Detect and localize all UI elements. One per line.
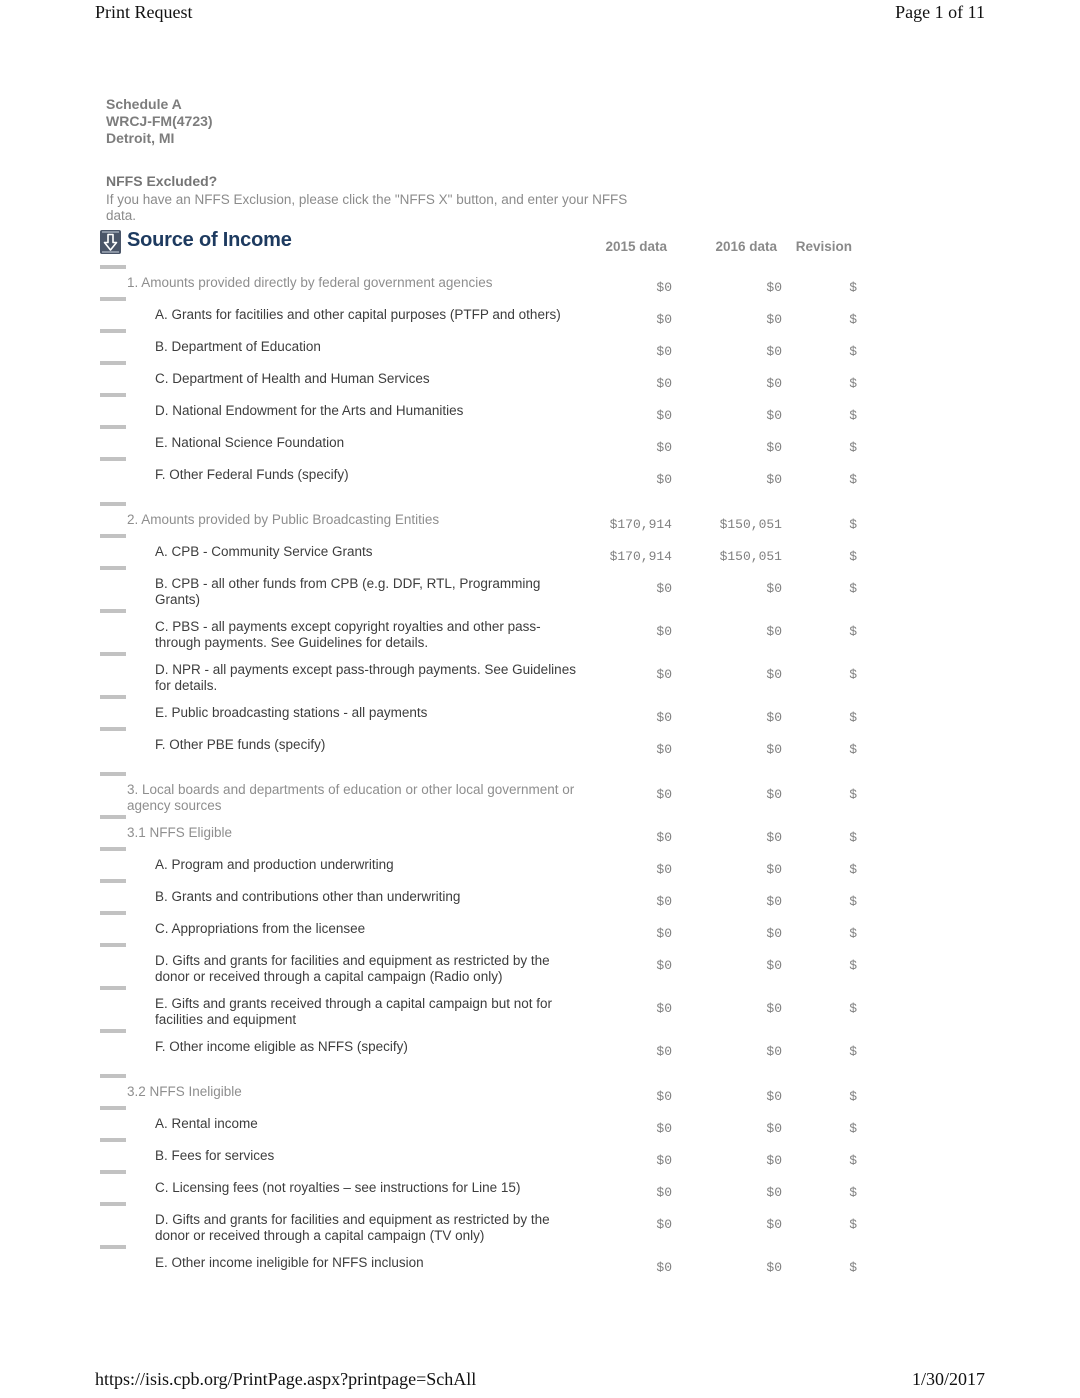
- row-value-2016: $0: [766, 894, 782, 909]
- row-value-2015: $0: [656, 344, 672, 359]
- row-value-revision: $: [849, 742, 857, 757]
- row-value-2016: $0: [766, 787, 782, 802]
- row-value-2016: $0: [766, 1001, 782, 1016]
- row-marker-dash: [100, 986, 126, 990]
- row-label: E. Public broadcasting stations - all payments: [155, 705, 428, 720]
- income-row: [100, 943, 857, 985]
- row-marker-dash: [100, 911, 126, 915]
- income-row: [100, 609, 857, 651]
- income-row: [100, 1138, 857, 1169]
- row-label: A. Program and production underwriting: [155, 857, 394, 872]
- download-arrow-icon: [100, 230, 121, 256]
- row-marker-dash: [100, 879, 126, 883]
- income-row: [100, 772, 857, 814]
- row-label: F. Other Federal Funds (specify): [155, 467, 349, 482]
- row-value-2016: $0: [766, 710, 782, 725]
- row-marker-dash: [100, 1029, 126, 1033]
- row-marker-dash: [100, 1106, 126, 1110]
- row-label: C. PBS - all payments except copyright royalties and other pass-through payments. See Guidelines for details.: [155, 619, 541, 650]
- row-value-2016: $0: [766, 624, 782, 639]
- row-marker-dash: [100, 652, 126, 656]
- row-label: B. Department of Education: [155, 339, 321, 354]
- row-value-2015: $0: [656, 1044, 672, 1059]
- row-value-2016: $0: [766, 1217, 782, 1232]
- row-value-2016: $0: [766, 376, 782, 391]
- income-row: [100, 879, 857, 910]
- column-header-revision: Revision: [795, 239, 852, 254]
- income-row: [100, 502, 857, 533]
- row-value-revision: $: [849, 280, 857, 295]
- row-label: C. Appropriations from the licensee: [155, 921, 366, 936]
- row-value-revision: $: [849, 344, 857, 359]
- row-value-2016: $0: [766, 1260, 782, 1275]
- row-marker-dash: [100, 502, 126, 506]
- column-header-2015: 2015 data: [605, 239, 667, 254]
- station-block: [106, 96, 213, 147]
- row-value-revision: $: [849, 408, 857, 423]
- row-value-2015: $0: [656, 581, 672, 596]
- row-value-2015: $170,914: [609, 549, 672, 564]
- row-value-2015: $0: [656, 742, 672, 757]
- row-value-2015: $0: [656, 312, 672, 327]
- row-marker-dash: [100, 1170, 126, 1174]
- row-value-2015: $0: [656, 1185, 672, 1200]
- row-value-2016: $0: [766, 926, 782, 941]
- row-label: D. Gifts and grants for facilities and equipment as restricted by the donor or received through a capital campaign (Radio only): [155, 953, 550, 984]
- page-number: Page 1 of 11: [895, 2, 985, 22]
- row-value-2015: $0: [656, 376, 672, 391]
- row-value-2015: $0: [656, 1001, 672, 1016]
- row-marker-dash: [100, 727, 126, 731]
- station-location: Detroit, MI: [106, 130, 175, 146]
- schedule-name: Schedule A: [106, 96, 182, 112]
- row-value-revision: $: [849, 862, 857, 877]
- row-value-revision: $: [849, 1044, 857, 1059]
- income-row: [100, 566, 857, 608]
- row-label: C. Licensing fees (not royalties – see instructions for Line 15): [155, 1180, 521, 1195]
- row-value-revision: $: [849, 1089, 857, 1104]
- row-value-2015: $0: [656, 624, 672, 639]
- row-marker-dash: [100, 534, 126, 538]
- column-header-2016: 2016 data: [715, 239, 777, 254]
- print-footer: [95, 1369, 985, 1390]
- row-value-revision: $: [849, 958, 857, 973]
- row-value-2015: $0: [656, 472, 672, 487]
- row-value-2016: $0: [766, 830, 782, 845]
- row-value-revision: $: [849, 1153, 857, 1168]
- row-marker-dash: [100, 457, 126, 461]
- income-row: [100, 1106, 857, 1137]
- row-label: A. Rental income: [155, 1116, 258, 1131]
- row-label: D. Gifts and grants for facilities and equipment as restricted by the donor or received through a capital campaign (TV only): [155, 1212, 550, 1243]
- row-value-2015: $0: [656, 1121, 672, 1136]
- income-row: [100, 1029, 857, 1060]
- row-value-2015: $0: [656, 710, 672, 725]
- row-label: D. NPR - all payments except pass-through payments. See Guidelines for details.: [155, 662, 576, 693]
- income-row: [100, 457, 857, 488]
- row-label: E. Gifts and grants received through a capital campaign but not for facilities and equipment: [155, 996, 552, 1027]
- row-label: A. CPB - Community Service Grants: [155, 544, 373, 559]
- row-marker-dash: [100, 1138, 126, 1142]
- row-marker-dash: [100, 329, 126, 333]
- row-value-2015: $0: [656, 1089, 672, 1104]
- print-header-title: Print Request: [95, 2, 193, 22]
- row-value-revision: $: [849, 472, 857, 487]
- income-row: [100, 847, 857, 878]
- row-value-2016: $150,051: [719, 549, 782, 564]
- row-value-2015: $0: [656, 894, 672, 909]
- row-value-2016: $0: [766, 1089, 782, 1104]
- income-row: [100, 986, 857, 1028]
- row-value-2016: $150,051: [719, 517, 782, 532]
- row-value-revision: $: [849, 710, 857, 725]
- row-value-revision: $: [849, 1217, 857, 1232]
- row-value-2016: $0: [766, 1185, 782, 1200]
- row-value-2016: $0: [766, 581, 782, 596]
- row-marker-dash: [100, 695, 126, 699]
- row-marker-dash: [100, 1202, 126, 1206]
- row-marker-dash: [100, 361, 126, 365]
- row-label: 1. Amounts provided directly by federal government agencies: [127, 275, 493, 290]
- row-value-2015: $0: [656, 787, 672, 802]
- row-value-2016: $0: [766, 1153, 782, 1168]
- row-value-2015: $0: [656, 1260, 672, 1275]
- row-marker-dash: [100, 265, 126, 269]
- row-value-2016: $0: [766, 344, 782, 359]
- row-label: F. Other income eligible as NFFS (specify): [155, 1039, 408, 1054]
- row-value-2016: $0: [766, 958, 782, 973]
- income-row: [100, 361, 857, 392]
- row-label: D. National Endowment for the Arts and Humanities: [155, 403, 464, 418]
- row-label: E. Other income ineligible for NFFS inclusion: [155, 1255, 424, 1270]
- income-row: [100, 727, 857, 758]
- print-header: [95, 2, 985, 23]
- income-row: [100, 393, 857, 424]
- row-value-revision: $: [849, 1121, 857, 1136]
- income-row: [100, 1202, 857, 1244]
- row-value-2015: $0: [656, 830, 672, 845]
- row-value-2016: $0: [766, 862, 782, 877]
- row-marker-dash: [100, 609, 126, 613]
- row-value-2015: $0: [656, 1217, 672, 1232]
- row-value-revision: $: [849, 1001, 857, 1016]
- row-value-revision: $: [849, 581, 857, 596]
- row-value-2015: $0: [656, 280, 672, 295]
- row-marker-dash: [100, 815, 126, 819]
- print-footer-url: https://isis.cpb.org/PrintPage.aspx?printpage=SchAll: [95, 1369, 477, 1389]
- row-label: B. Fees for services: [155, 1148, 275, 1163]
- row-label: 2. Amounts provided by Public Broadcasting Entities: [127, 512, 440, 527]
- income-row: [100, 815, 857, 846]
- row-value-2016: $0: [766, 312, 782, 327]
- row-value-revision: $: [849, 926, 857, 941]
- station-callsign: WRCJ-FM(4723): [106, 113, 213, 129]
- income-row: [100, 329, 857, 360]
- income-row: [100, 297, 857, 328]
- row-value-2016: $0: [766, 408, 782, 423]
- row-value-revision: $: [849, 894, 857, 909]
- nffs-heading: NFFS Excluded?: [106, 173, 218, 189]
- table-title-box: [100, 228, 572, 256]
- row-label: C. Department of Health and Human Services: [155, 371, 430, 386]
- row-value-2015: $0: [656, 926, 672, 941]
- row-value-2015: $170,914: [609, 517, 672, 532]
- row-value-revision: $: [849, 1185, 857, 1200]
- row-value-2016: $0: [766, 472, 782, 487]
- row-marker-dash: [100, 1245, 126, 1249]
- income-row: [100, 1170, 857, 1201]
- row-value-revision: $: [849, 624, 857, 639]
- row-value-revision: $: [849, 787, 857, 802]
- income-row: [100, 425, 857, 456]
- income-row: [100, 1245, 857, 1276]
- row-marker-dash: [100, 297, 126, 301]
- row-value-2016: $0: [766, 1121, 782, 1136]
- row-value-revision: $: [849, 830, 857, 845]
- row-marker-dash: [100, 425, 126, 429]
- row-label: 3.1 NFFS Eligible: [127, 825, 233, 840]
- row-marker-dash: [100, 1074, 126, 1078]
- income-row: [100, 695, 857, 726]
- row-label: A. Grants for facitilies and other capital purposes (PTFP and others): [155, 307, 561, 322]
- row-value-revision: $: [849, 440, 857, 455]
- row-label: B. Grants and contributions other than underwriting: [155, 889, 461, 904]
- row-label: E. National Science Foundation: [155, 435, 345, 450]
- income-row: [100, 652, 857, 694]
- nffs-body-text: If you have an NFFS Exclusion, please click the "NFFS X" button, and enter your NFFS data.: [106, 192, 628, 223]
- row-marker-dash: [100, 772, 126, 776]
- row-value-2015: $0: [656, 667, 672, 682]
- row-marker-dash: [100, 847, 126, 851]
- row-value-2015: $0: [656, 958, 672, 973]
- row-value-revision: $: [849, 312, 857, 327]
- row-value-2016: $0: [766, 1044, 782, 1059]
- row-value-2016: $0: [766, 742, 782, 757]
- row-label: B. CPB - all other funds from CPB (e.g. DDF, RTL, Programming Grants): [155, 576, 541, 607]
- row-value-revision: $: [849, 549, 857, 564]
- row-value-revision: $: [849, 667, 857, 682]
- print-footer-date: 1/30/2017: [911, 1369, 985, 1389]
- income-rows: [100, 265, 857, 1276]
- row-marker-dash: [100, 566, 126, 570]
- income-row: [100, 911, 857, 942]
- row-value-2015: $0: [656, 862, 672, 877]
- row-value-revision: $: [849, 1260, 857, 1275]
- income-row: [100, 1074, 857, 1105]
- row-value-revision: $: [849, 517, 857, 532]
- row-label: 3. Local boards and departments of education or other local government or agency sources: [127, 782, 575, 813]
- table-title: Source of Income: [127, 229, 292, 251]
- row-value-2016: $0: [766, 440, 782, 455]
- row-value-2015: $0: [656, 440, 672, 455]
- row-label: F. Other PBE funds (specify): [155, 737, 326, 752]
- row-value-2016: $0: [766, 280, 782, 295]
- source-of-income-table: [100, 228, 857, 1277]
- nffs-note: [106, 173, 651, 223]
- row-value-2015: $0: [656, 408, 672, 423]
- row-marker-dash: [100, 393, 126, 397]
- row-value-2015: $0: [656, 1153, 672, 1168]
- income-row: [100, 534, 857, 565]
- row-marker-dash: [100, 943, 126, 947]
- table-header-row: [100, 228, 857, 256]
- row-value-2016: $0: [766, 667, 782, 682]
- row-value-revision: $: [849, 376, 857, 391]
- income-row: [100, 265, 857, 296]
- row-label: 3.2 NFFS Ineligible: [127, 1084, 242, 1099]
